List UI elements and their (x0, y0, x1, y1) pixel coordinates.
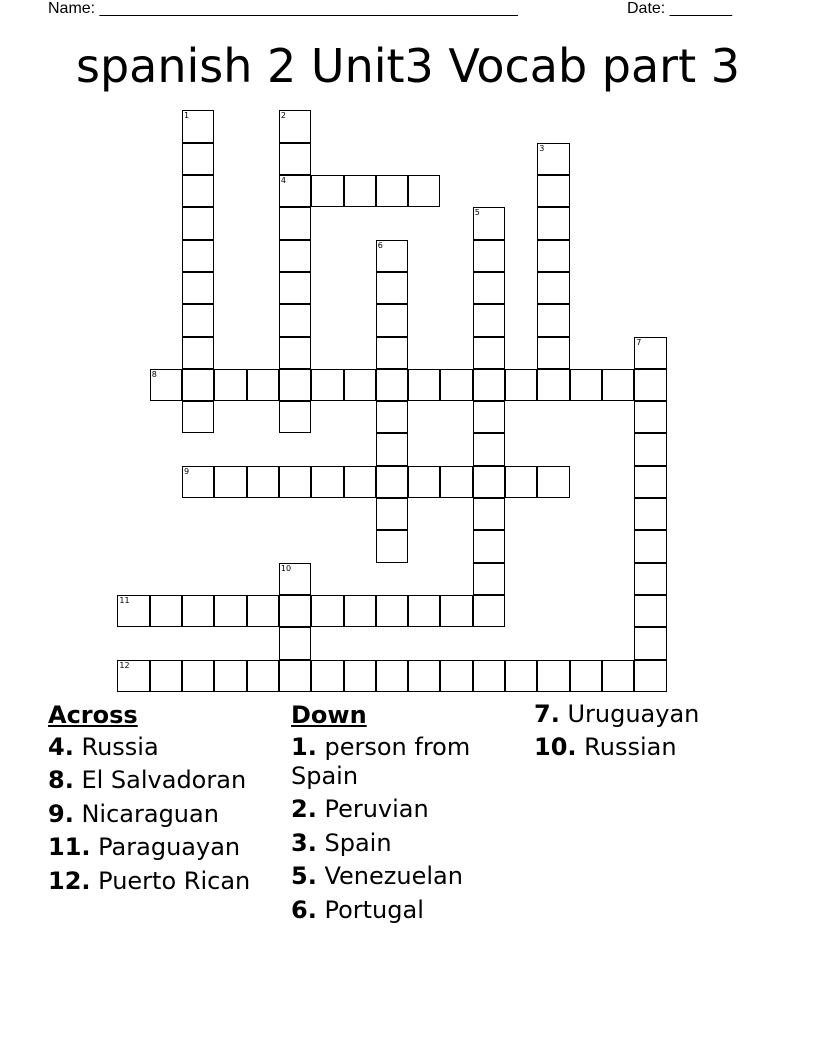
grid-cell[interactable] (376, 240, 408, 272)
clue-across-4 (48, 733, 288, 762)
grid-cell[interactable] (214, 369, 246, 401)
grid-cell[interactable] (279, 304, 311, 336)
grid-cell[interactable] (505, 369, 537, 401)
across-clues (48, 700, 288, 900)
grid-cell[interactable] (473, 563, 505, 595)
grid-cell[interactable] (440, 595, 472, 627)
clue-number: 1. (291, 733, 317, 761)
grid-cell[interactable] (473, 660, 505, 692)
grid-cell[interactable] (182, 240, 214, 272)
grid-cell[interactable] (311, 175, 343, 207)
clue-down-10 (534, 733, 774, 762)
grid-cell[interactable] (473, 401, 505, 433)
grid-cell[interactable] (311, 466, 343, 498)
grid-cell[interactable] (602, 369, 634, 401)
clue-number: 11. (48, 833, 91, 862)
grid-cell[interactable] (150, 595, 182, 627)
clue-number: 3. (291, 828, 317, 857)
grid-cell[interactable] (279, 240, 311, 272)
clue-down-3 (291, 829, 531, 858)
clue-across-9 (48, 800, 288, 829)
clue-number: 8. (48, 766, 74, 795)
grid-cell[interactable] (150, 660, 182, 692)
grid-cell[interactable] (505, 660, 537, 692)
clue-text: Venezuelan (324, 862, 463, 891)
grid-cell[interactable] (634, 401, 666, 433)
cell-number: 2 (280, 111, 286, 121)
grid-cell[interactable] (279, 175, 311, 207)
grid-cell[interactable] (376, 369, 408, 401)
name-blank: _______________________________________________ (99, 0, 518, 17)
grid-cell[interactable] (473, 369, 505, 401)
grid-cell[interactable] (344, 466, 376, 498)
grid-cell[interactable] (634, 627, 666, 659)
grid-cell[interactable] (473, 337, 505, 369)
clue-text: Puerto Rican (98, 866, 251, 895)
cell-number: 1 (184, 111, 190, 121)
grid-cell[interactable] (634, 660, 666, 692)
grid-cell[interactable] (214, 660, 246, 692)
clue-down-5 (291, 862, 531, 891)
clue-down-1 (291, 733, 531, 791)
clue-number: 2. (291, 795, 317, 824)
grid-cell[interactable] (182, 401, 214, 433)
grid-cell[interactable] (376, 660, 408, 692)
grid-cell[interactable] (182, 369, 214, 401)
grid-cell[interactable] (537, 466, 569, 498)
clue-down-6 (291, 896, 531, 925)
grid-cell[interactable] (537, 207, 569, 239)
grid-cell[interactable] (376, 466, 408, 498)
clue-text: Nicaraguan (81, 799, 219, 828)
cell-number: 7 (636, 337, 642, 347)
clue-text: Peruvian (324, 795, 429, 824)
grid-cell[interactable] (311, 660, 343, 692)
cell-number: 3 (539, 143, 545, 153)
grid-cell[interactable] (279, 401, 311, 433)
grid-cell[interactable] (376, 433, 408, 465)
grid-cell[interactable] (473, 466, 505, 498)
cell-number: 11 (119, 595, 130, 605)
grid-cell[interactable] (182, 595, 214, 627)
grid-cell[interactable] (117, 660, 149, 692)
grid-cell[interactable] (247, 466, 279, 498)
grid-cell[interactable] (634, 337, 666, 369)
grid-cell[interactable] (473, 595, 505, 627)
grid-cell[interactable] (634, 466, 666, 498)
grid-cell[interactable] (537, 304, 569, 336)
grid-cell[interactable] (634, 530, 666, 562)
grid-cell[interactable] (344, 595, 376, 627)
grid-cell[interactable] (537, 660, 569, 692)
grid-cell[interactable] (376, 595, 408, 627)
grid-cell[interactable] (376, 272, 408, 304)
grid-cell[interactable] (247, 595, 279, 627)
grid-cell[interactable] (344, 660, 376, 692)
grid-cell[interactable] (182, 466, 214, 498)
grid-cell[interactable] (473, 272, 505, 304)
grid-cell[interactable] (311, 369, 343, 401)
date-blank: _______ (669, 0, 732, 17)
grid-cell[interactable] (440, 369, 472, 401)
grid-cell[interactable] (279, 466, 311, 498)
across-heading: Across (48, 701, 138, 729)
date-label: Date: (627, 0, 666, 17)
clue-text: Uruguayan (567, 700, 700, 728)
grid-cell[interactable] (279, 337, 311, 369)
grid-cell[interactable] (182, 272, 214, 304)
grid-cell[interactable] (440, 466, 472, 498)
grid-cell[interactable] (537, 143, 569, 175)
grid-cell[interactable] (505, 466, 537, 498)
grid-cell[interactable] (408, 660, 440, 692)
grid-cell[interactable] (311, 595, 343, 627)
clue-text: Portugal (324, 895, 424, 924)
grid-cell[interactable] (408, 466, 440, 498)
grid-cell[interactable] (408, 175, 440, 207)
grid-cell[interactable] (182, 110, 214, 142)
clue-text: person from Spain (291, 733, 471, 790)
grid-cell[interactable] (182, 337, 214, 369)
down-clues (291, 700, 531, 929)
grid-cell[interactable] (279, 207, 311, 239)
grid-cell[interactable] (279, 563, 311, 595)
grid-cell[interactable] (182, 660, 214, 692)
grid-cell[interactable] (279, 369, 311, 401)
grid-cell[interactable] (602, 660, 634, 692)
grid-cell[interactable] (570, 369, 602, 401)
clue-number: 10. (534, 733, 577, 762)
clue-across-11 (48, 833, 288, 862)
grid-cell[interactable] (570, 660, 602, 692)
grid-cell[interactable] (473, 240, 505, 272)
grid-cell[interactable] (376, 337, 408, 369)
grid-cell[interactable] (247, 369, 279, 401)
clue-text: Russian (584, 733, 677, 762)
clue-number: 12. (48, 866, 91, 895)
cell-number: 9 (184, 466, 190, 476)
down-heading: Down (291, 701, 367, 729)
clue-number: 9. (48, 799, 74, 828)
grid-cell[interactable] (279, 143, 311, 175)
cell-number: 4 (280, 176, 286, 185)
clue-number: 5. (291, 862, 317, 891)
grid-cell[interactable] (634, 498, 666, 530)
clue-number: 4. (48, 733, 74, 761)
grid-cell[interactable] (537, 175, 569, 207)
grid-cell[interactable] (537, 337, 569, 369)
grid-cell[interactable] (537, 272, 569, 304)
grid-cell[interactable] (117, 595, 149, 627)
down-clues-continued (534, 700, 774, 767)
grid-cell[interactable] (376, 401, 408, 433)
grid-cell[interactable] (182, 207, 214, 239)
grid-cell[interactable] (376, 175, 408, 207)
cell-number: 5 (474, 208, 480, 218)
grid-cell[interactable] (182, 304, 214, 336)
grid-cell[interactable] (634, 563, 666, 595)
grid-cell[interactable] (214, 595, 246, 627)
grid-cell[interactable] (279, 110, 311, 142)
clue-text: Paraguayan (98, 833, 241, 862)
clue-text: Spain (324, 828, 392, 857)
grid-cell[interactable] (473, 433, 505, 465)
clue-text: Russia (81, 733, 159, 761)
clue-text: El Salvadoran (81, 766, 247, 795)
grid-cell[interactable] (247, 660, 279, 692)
grid-cell[interactable] (537, 369, 569, 401)
clue-across-12 (48, 867, 288, 896)
grid-cell[interactable] (408, 595, 440, 627)
grid-cell[interactable] (182, 175, 214, 207)
grid-cell[interactable] (344, 175, 376, 207)
grid-cell[interactable] (473, 530, 505, 562)
grid-cell[interactable] (408, 369, 440, 401)
grid-cell[interactable] (473, 498, 505, 530)
grid-cell[interactable] (279, 627, 311, 659)
grid-cell[interactable] (279, 660, 311, 692)
cell-number: 6 (377, 240, 383, 250)
clue-down-7 (534, 700, 774, 729)
grid-cell[interactable] (634, 433, 666, 465)
grid-cell[interactable] (279, 595, 311, 627)
clue-down-2 (291, 795, 531, 824)
grid-cell[interactable] (634, 595, 666, 627)
grid-cell[interactable] (537, 240, 569, 272)
grid-cell[interactable] (376, 304, 408, 336)
cell-number: 8 (151, 369, 157, 379)
grid-cell[interactable] (376, 498, 408, 530)
grid-cell[interactable] (473, 207, 505, 239)
grid-cell[interactable] (150, 369, 182, 401)
clue-number: 7. (534, 700, 560, 728)
grid-cell[interactable] (440, 660, 472, 692)
grid-cell[interactable] (279, 272, 311, 304)
grid-cell[interactable] (473, 304, 505, 336)
puzzle-title: spanish 2 Unit3 Vocab part 3 (75, 39, 740, 93)
cell-number: 10 (280, 563, 292, 573)
grid-cell[interactable] (634, 369, 666, 401)
grid-cell[interactable] (376, 530, 408, 562)
clue-number: 6. (291, 895, 317, 924)
grid-cell[interactable] (214, 466, 246, 498)
grid-cell[interactable] (344, 369, 376, 401)
clue-across-8 (48, 766, 288, 795)
name-label: Name: (48, 0, 96, 17)
cell-number: 12 (119, 660, 130, 670)
grid-cell[interactable] (182, 143, 214, 175)
